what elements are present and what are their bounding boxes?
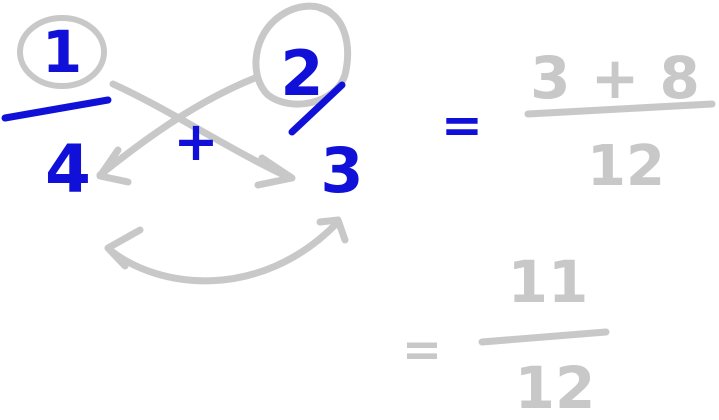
plus-operator: + bbox=[173, 110, 219, 173]
solution-step-1 bbox=[441, 44, 712, 199]
fraction-2-denominator: 3 bbox=[320, 134, 364, 207]
step-1-numerator: 3 + 8 bbox=[530, 44, 700, 112]
denominator-link-arrow bbox=[108, 220, 345, 281]
solution-step-2 bbox=[402, 248, 606, 420]
step-2-denominator: 12 bbox=[514, 354, 596, 420]
denominator-curve-head-left bbox=[108, 230, 140, 266]
step-2-fraction-bar bbox=[482, 332, 606, 342]
fraction-1-numerator: 1 bbox=[41, 18, 83, 86]
fraction-2-numerator: 2 bbox=[280, 37, 324, 110]
fraction-1-bar bbox=[5, 100, 108, 118]
denominator-curve bbox=[110, 225, 335, 281]
fraction-1-denominator: 4 bbox=[45, 131, 91, 208]
step-2-equals: = bbox=[401, 322, 443, 378]
problem-expression bbox=[5, 18, 364, 208]
step-1-denominator: 12 bbox=[587, 134, 665, 199]
step-2-numerator: 11 bbox=[507, 248, 589, 316]
step-1-equals: = bbox=[441, 96, 483, 154]
